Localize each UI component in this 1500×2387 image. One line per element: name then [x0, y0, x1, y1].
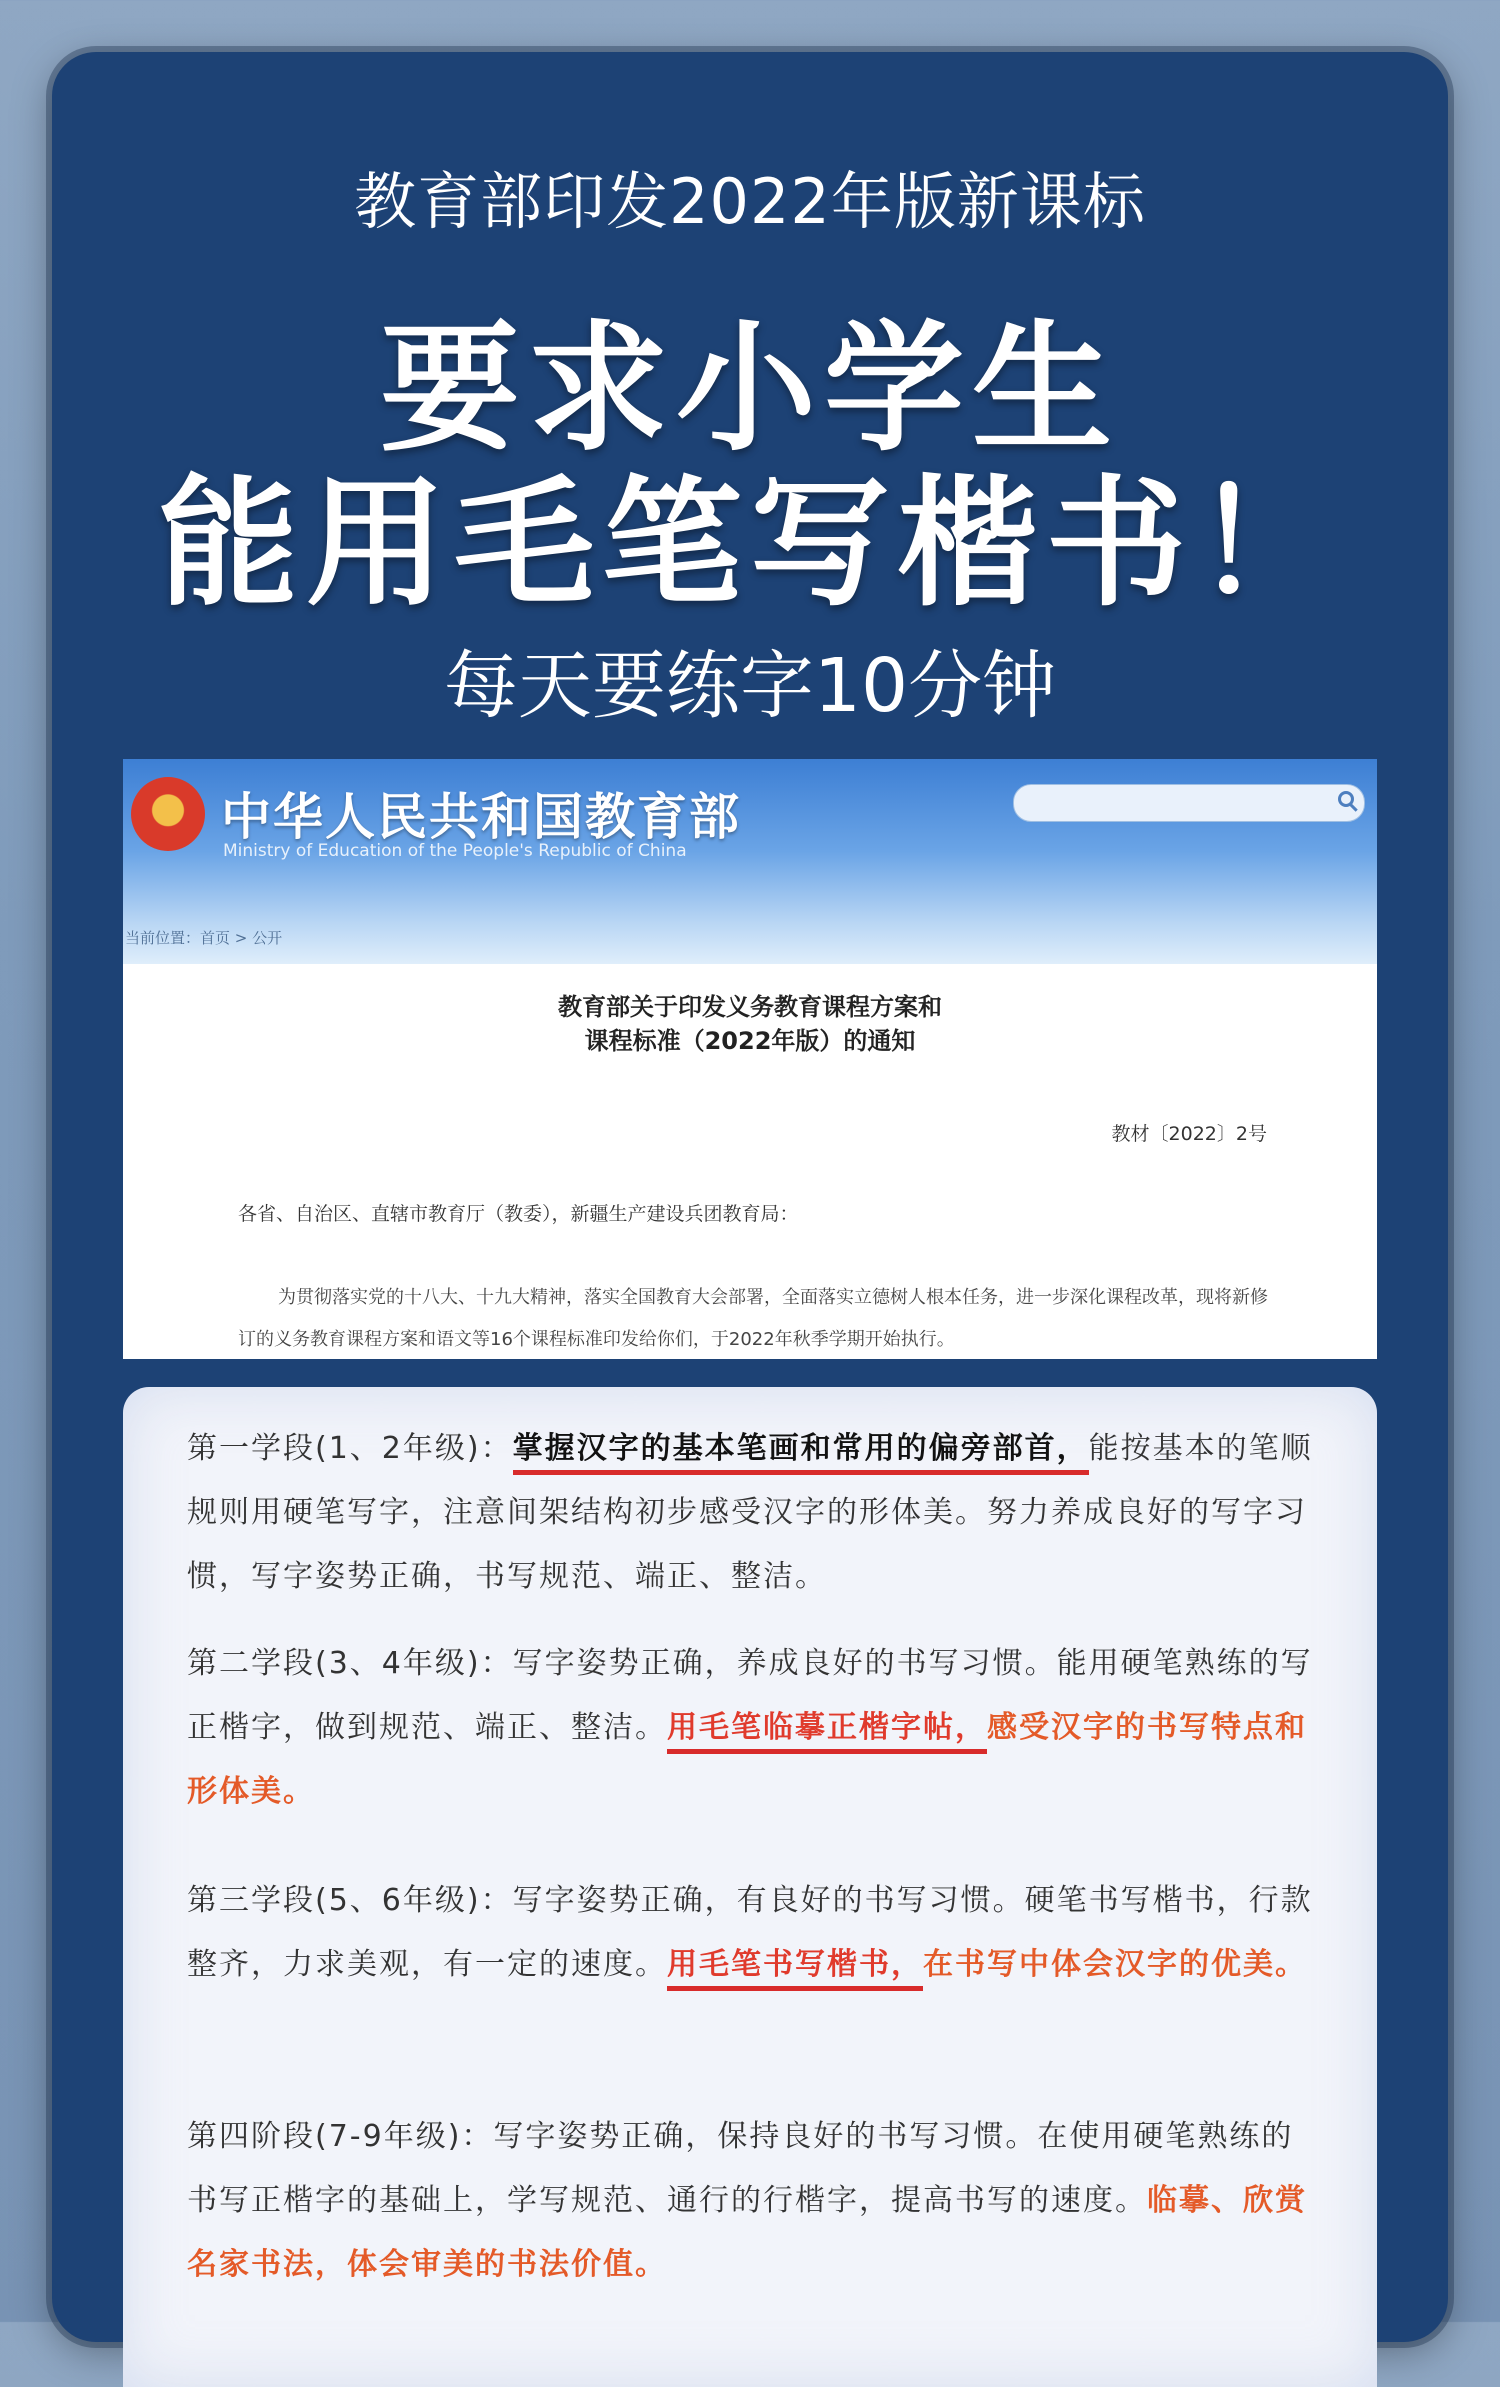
document-title-line-2: 课程标准（2022年版）的通知	[584, 1027, 916, 1055]
curriculum-excerpt	[123, 1387, 1377, 2387]
poster-card	[52, 52, 1448, 2342]
stage-2-highlight: 用毛笔临摹正楷字帖，	[667, 1710, 987, 1754]
headline-line-1: 教育部印发2022年版新课标	[354, 165, 1146, 238]
stage-2-text	[187, 1632, 1322, 1824]
stage-1-text	[187, 1417, 1322, 1609]
ministry-document-screenshot	[123, 759, 1377, 1359]
headline-line-3: 能用毛笔写楷书！	[157, 462, 1342, 626]
ministry-name-cn: 中华人民共和国教育部	[221, 788, 741, 846]
stage-3-red-tail: 在书写中体会汉字的优美。	[923, 1947, 1307, 1982]
stage-3-highlight: 用毛笔书写楷书，	[667, 1947, 923, 1991]
stage-1-rest: 能按基本的笔顺规则用硬笔写字，注意间架结构初步感受汉字的形体美。努力养成良好的写字习惯，写字姿势正确，书写规范、端正、整洁。	[187, 1431, 1313, 1594]
stage-2-prefix: 第二学段(3、4年级)：	[187, 1646, 513, 1681]
stage-3-prefix: 第三学段(5、6年级)：	[187, 1883, 513, 1918]
breadcrumb: 当前位置：首页 > 公开	[125, 929, 283, 947]
search-icon[interactable]	[1338, 791, 1354, 807]
document-number: 教材〔2022〕2号	[1111, 1123, 1267, 1145]
stage-2-body: 写字姿势正确，养成良好的书写习惯。能用硬笔熟练的写正楷字，做到规范、端正、整洁。	[187, 1646, 1313, 1745]
document-title-line-1: 教育部关于印发义务教育课程方案和	[558, 993, 942, 1021]
stage-4-prefix: 第四阶段(7-9年级)：	[187, 2119, 494, 2154]
stage-1-highlight: 掌握汉字的基本笔画和常用的偏旁部首，	[513, 1431, 1089, 1475]
headline-line-4: 每天要练字10分钟	[443, 643, 1057, 729]
stage-3-body: 写字姿势正确，有良好的书写习惯。硬笔书写楷书，行款整齐，力求美观，有一定的速度。	[187, 1883, 1313, 1982]
headline-line-2: 要求小学生	[379, 307, 1120, 471]
stage-4-text	[187, 2105, 1322, 2297]
search-input[interactable]	[1013, 784, 1365, 822]
document-salutation: 各省、自治区、直辖市教育厅（教委），新疆生产建设兵团教育局：	[238, 1203, 799, 1225]
ministry-banner	[123, 759, 1377, 964]
stage-1-prefix: 第一学段(1、2年级)：	[187, 1431, 513, 1466]
stage-4-red-tail: 临摹、欣赏名家书法，体会审美的书法价值。	[187, 2183, 1307, 2282]
stage-4-body: 写字姿势正确，保持良好的书写习惯。在使用硬笔熟练的书写正楷字的基础上，学写规范、通行的行楷字，提高书写的速度。	[187, 2119, 1294, 2218]
national-emblem-icon	[131, 777, 205, 851]
stage-2-red-tail: 感受汉字的书写特点和形体美。	[187, 1710, 1307, 1809]
stage-3-text	[187, 1869, 1322, 1997]
document-paragraph: 为贯彻落实党的十八大、十九大精神，落实全国教育大会部署，全面落实立德树人根本任务，进一步深化课程改革，现将新修订的义务教育课程方案和语文等16个课程标准印发给你们，于2022年秋季学期开始执行。	[238, 1287, 1268, 1350]
ministry-name-en: Ministry of Education of the People's Republic of China	[223, 841, 687, 861]
